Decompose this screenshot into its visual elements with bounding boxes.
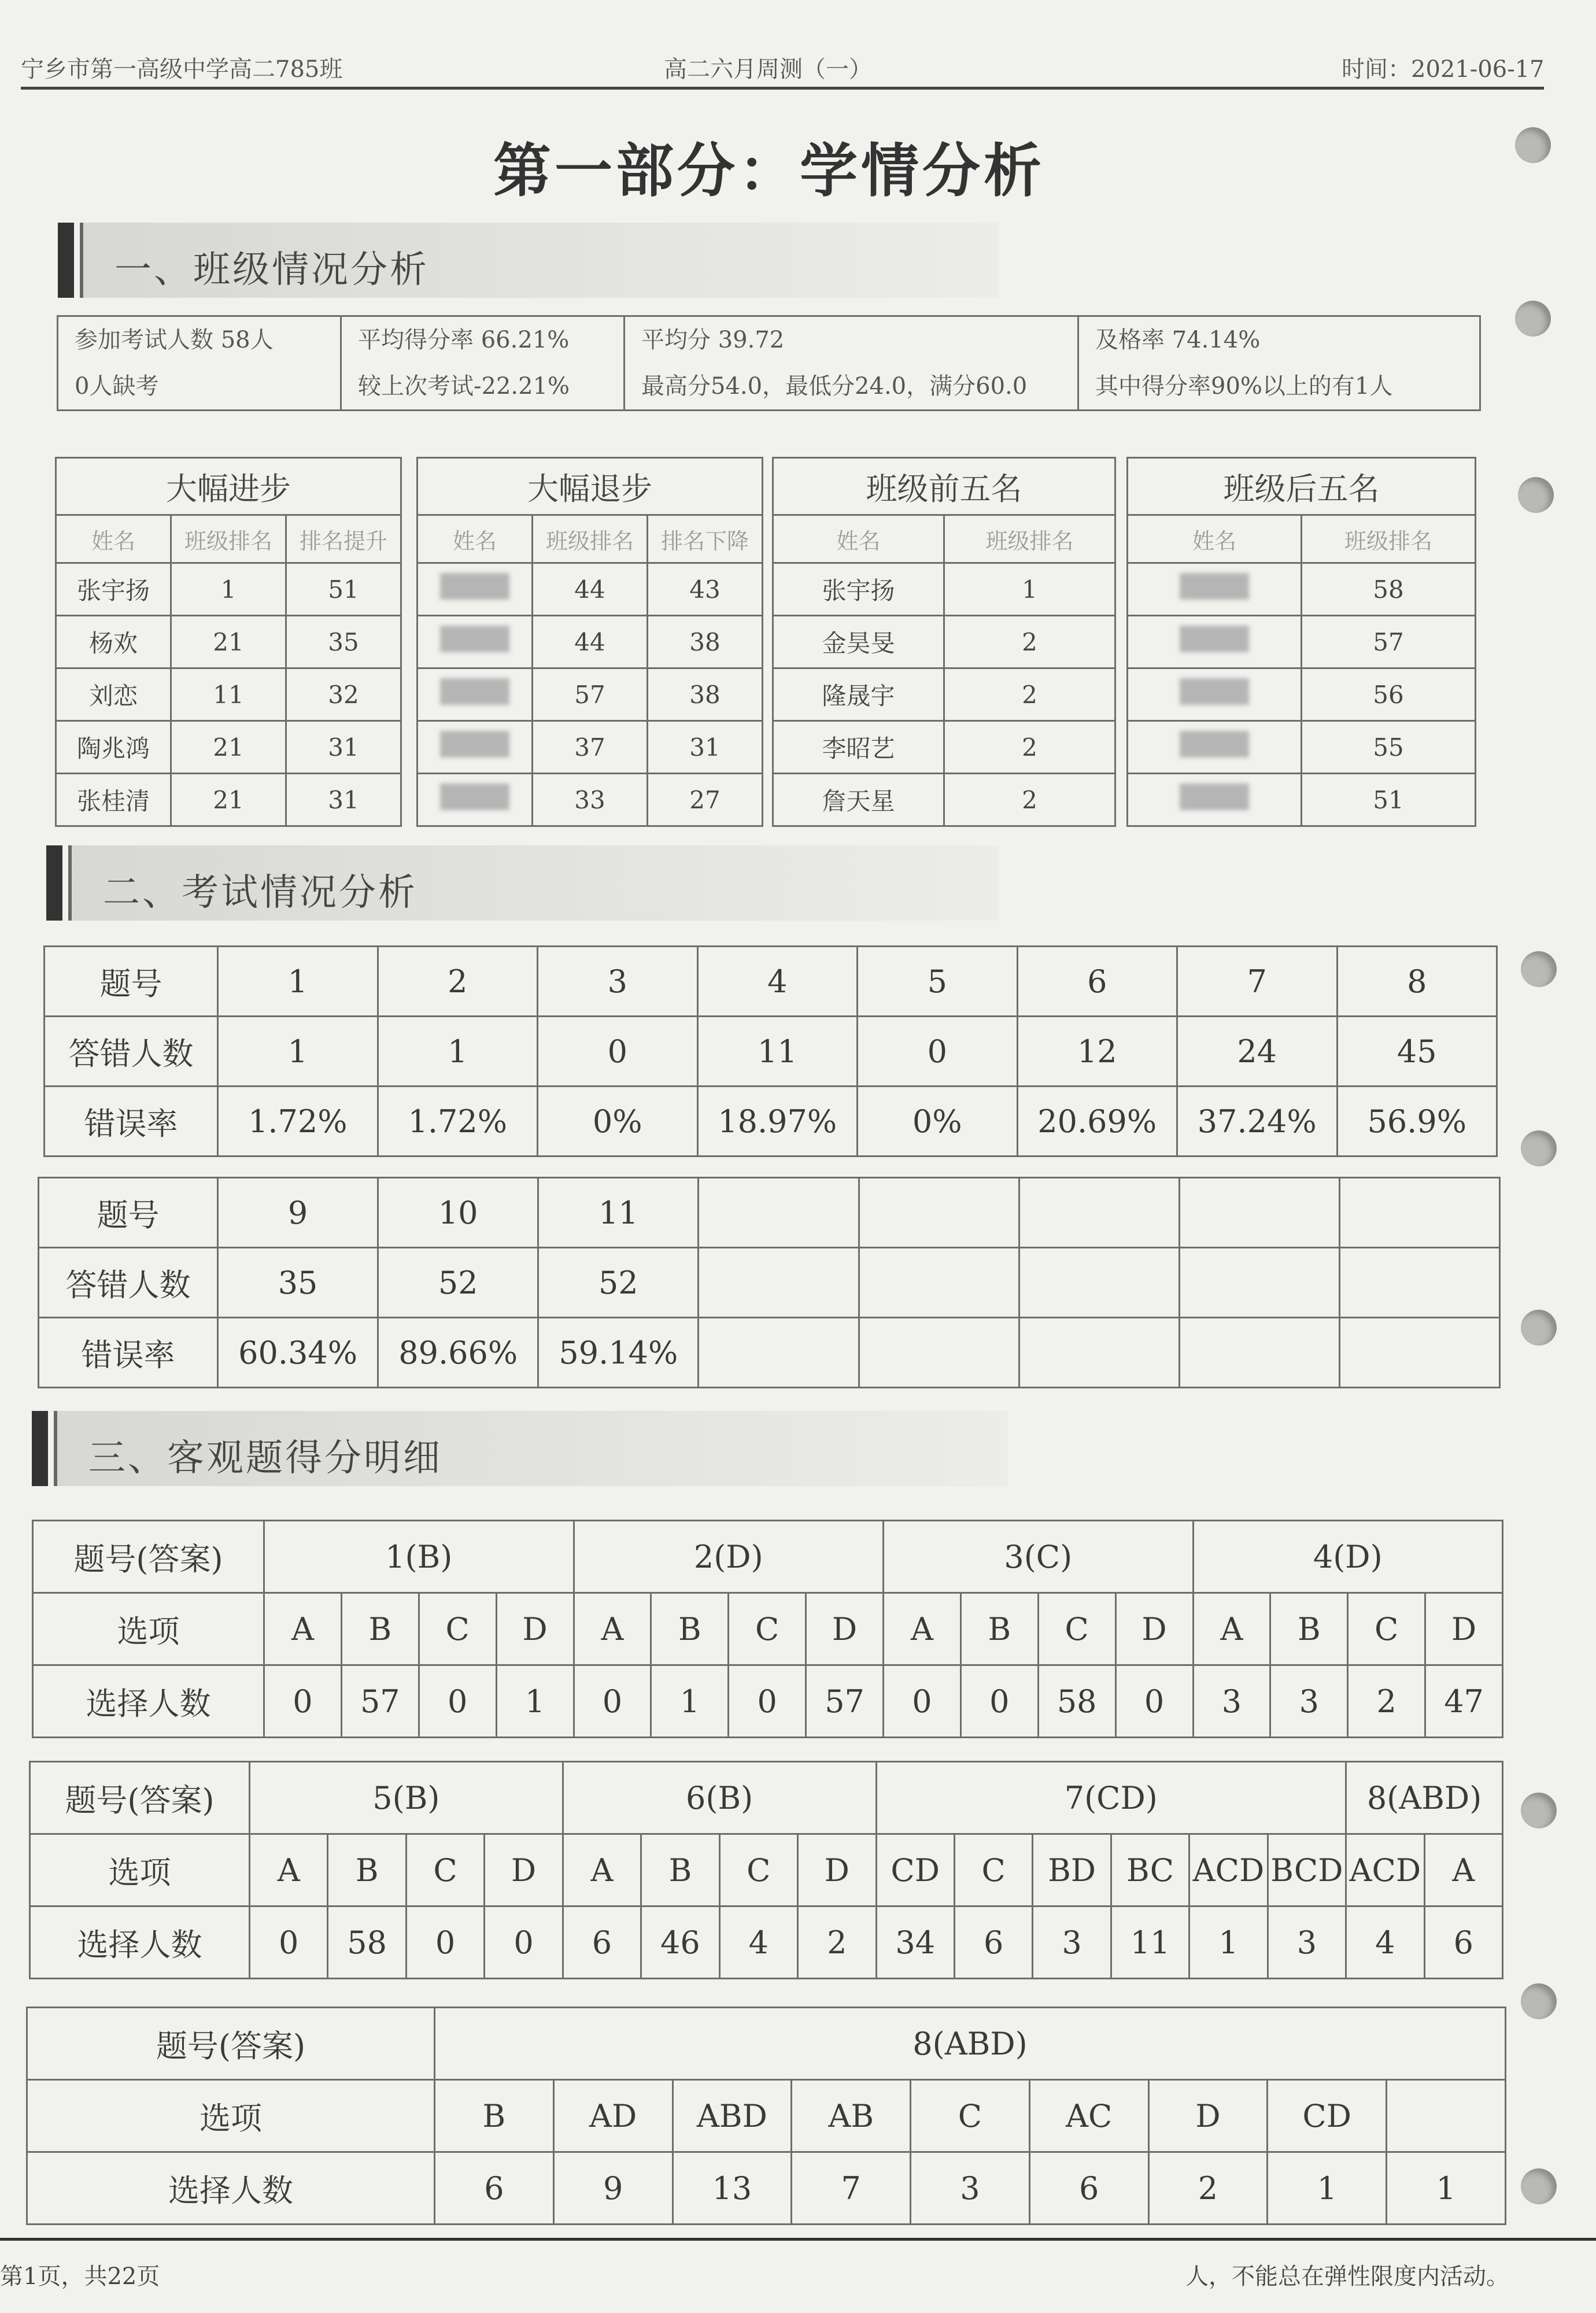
binder-hole	[1521, 1130, 1557, 1166]
wrong-count-row: 答错人数 1 1 0 11 0 12 24 45	[45, 1017, 1497, 1087]
table-row: 33 27	[418, 774, 763, 826]
table-row: 55	[1128, 721, 1476, 774]
redacted-name	[440, 678, 509, 705]
average-score-cell: 平均分 39.72 最高分54.0，最低分24.0，满分60.0	[625, 316, 1078, 411]
binder-hole	[1518, 477, 1554, 513]
section-heading-exam	[46, 845, 999, 921]
exam-name-label: 高二六月周测（一）	[664, 56, 872, 83]
error-rate-table-1	[43, 945, 1498, 1157]
question-number-row: 题号 9 10 11	[39, 1178, 1500, 1248]
improve-rank-table: 大幅进步 姓名 班级排名 排名提升 张宇扬 1 51 杨欢 21 35 刘恋 11 32 陶兆鸿 21 31 张桂清 21 31	[55, 457, 402, 827]
redacted-name	[440, 573, 509, 600]
binder-hole	[1521, 1983, 1557, 2019]
binder-hole	[1521, 2168, 1557, 2204]
binder-hole	[1521, 1793, 1557, 1828]
table-row: 隆晟宇 2	[773, 668, 1115, 721]
table-row: 李昭艺 2	[773, 721, 1115, 774]
decline-rank-table: 大幅退步 姓名 班级排名 排名下降 44 43 44 38 57 38 37 31 33 27	[416, 457, 763, 827]
selection-count-row: 选择人数 0 58 0 0 6 46 4 2 34 6 3 11 1 3 4 6	[30, 1906, 1503, 1979]
redacted-name	[1180, 573, 1249, 600]
question-number-row: 题号 1 2 3 4 5 6 7 8	[45, 947, 1497, 1017]
bottom-five-title: 班级后五名	[1128, 458, 1476, 515]
table-row: 张宇扬 1 51	[56, 563, 401, 616]
option-row: 选项 B AD ABD AB C AC D CD	[27, 2080, 1506, 2152]
selection-count-row: 选择人数 0 57 0 1 0 1 0 57 0 0 58 0 3 3 2 47	[33, 1665, 1503, 1738]
bottom-five-table: 班级后五名 姓名 班级排名 58 57 56 55 51	[1126, 457, 1476, 827]
table-row: 杨欢 21 35	[56, 616, 401, 668]
question-answer-row: 题号(答案) 5(B) 6(B) 7(CD) 8(ABD)	[30, 1762, 1503, 1834]
exam-date-label: 时间：2021-06-17	[1342, 56, 1545, 83]
redacted-name	[1180, 678, 1249, 705]
selection-count-row: 选择人数 6 9 13 7 3 6 2 1 1	[27, 2152, 1506, 2225]
objective-score-table-1	[32, 1520, 1503, 1738]
redacted-name	[1180, 626, 1249, 652]
section-heading-class	[58, 223, 999, 298]
binder-hole	[1515, 301, 1551, 337]
table-row: 57 38	[418, 668, 763, 721]
question-answer-row: 题号(答案) 8(ABD)	[27, 2008, 1506, 2080]
table-row: 詹天星 2	[773, 774, 1115, 826]
table-row: 张桂清 21 31	[56, 774, 401, 826]
binder-hole	[1521, 1310, 1557, 1346]
footer-divider	[0, 2238, 1596, 2241]
option-row: 选项 A B C D A B C D A B C D A B C D	[33, 1593, 1503, 1665]
redacted-name	[440, 731, 509, 758]
table-row: 金昊旻 2	[773, 616, 1115, 668]
table-row: 44 38	[418, 616, 763, 668]
top-five-title: 班级前五名	[773, 458, 1115, 515]
table-row: 37 31	[418, 721, 763, 774]
error-rate-table-2	[38, 1177, 1501, 1388]
participants-cell: 参加考试人数 58人 0人缺考	[58, 316, 341, 411]
table-row: 58	[1128, 563, 1476, 616]
improve-title: 大幅进步	[56, 458, 401, 515]
average-rate-cell: 平均得分率 66.21% 较上次考试-22.21%	[341, 316, 625, 411]
table-row: 56	[1128, 668, 1476, 721]
redacted-name	[440, 784, 509, 810]
page-number: 第1页，共22页	[0, 2263, 160, 2290]
header-divider	[21, 87, 1544, 90]
redacted-name	[1180, 784, 1249, 810]
school-class-label: 宁乡市第一高级中学高二785班	[21, 56, 343, 83]
redacted-name	[1180, 731, 1249, 758]
pass-rate-cell: 及格率 74.14% 其中得分率90%以上的有1人	[1078, 316, 1480, 411]
error-rate-row: 错误率 1.72% 1.72% 0% 18.97% 0% 20.69% 37.24% 56.9%	[45, 1087, 1497, 1156]
error-rate-row: 错误率 60.34% 89.66% 59.14%	[39, 1318, 1500, 1388]
objective-score-table-2	[29, 1761, 1503, 1979]
table-row: 44 43	[418, 563, 763, 616]
footer-note: 人，不能总在弹性限度内活动。	[1185, 2263, 1509, 2290]
binder-hole	[1521, 951, 1557, 987]
objective-score-table-3	[26, 2007, 1506, 2225]
wrong-count-row: 答错人数 35 52 52	[39, 1248, 1500, 1318]
redacted-name	[440, 626, 509, 652]
table-row: 刘恋 11 32	[56, 668, 401, 721]
table-row: 57	[1128, 616, 1476, 668]
question-answer-row: 题号(答案) 1(B) 2(D) 3(C) 4(D)	[33, 1521, 1503, 1593]
class-summary-table	[57, 315, 1481, 411]
option-row: 选项 A B C D A B C D CD C BD BC ACD BCD ACD A	[30, 1834, 1503, 1906]
section-title: 三、客观题得分明细	[88, 1437, 442, 1480]
decline-title: 大幅退步	[418, 458, 763, 515]
page-title: 第一部分：学情分析	[493, 136, 1045, 205]
section-heading-objective	[32, 1411, 1008, 1486]
table-row: 陶兆鸿 21 31	[56, 721, 401, 774]
section-title: 二、考试情况分析	[103, 871, 418, 914]
top-five-table: 班级前五名 姓名 班级排名 张宇扬 1 金昊旻 2 隆晟宇 2 李昭艺 2 詹天星 2	[772, 457, 1116, 827]
section-title: 一、班级情况分析	[114, 249, 429, 291]
binder-hole	[1515, 127, 1551, 163]
table-row: 张宇扬 1	[773, 563, 1115, 616]
table-row: 51	[1128, 774, 1476, 826]
